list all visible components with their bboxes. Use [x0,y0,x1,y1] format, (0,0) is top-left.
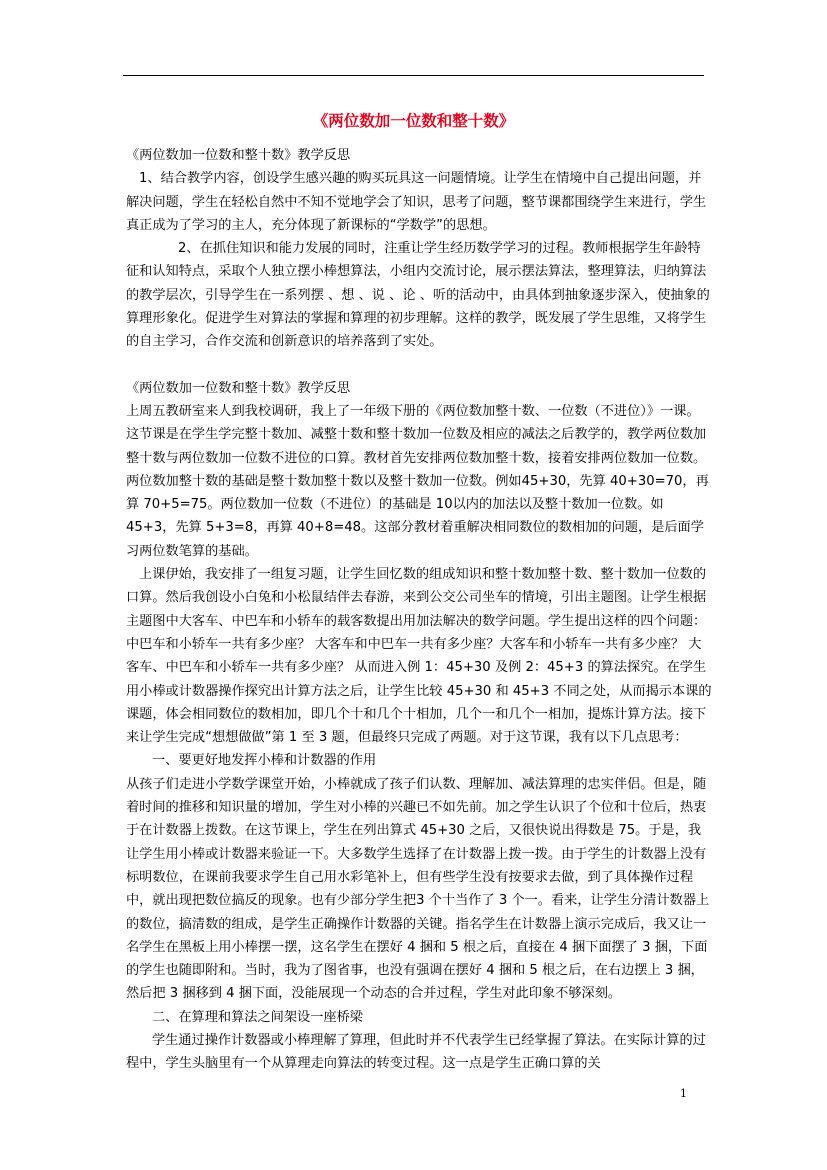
subheading: 一、要更好地发挥小棒和计数器的作用 [152,753,377,769]
subheading: 二、在算理和算法之间架设一座桥梁 [152,1009,363,1025]
section-heading: 《两位数加一位数和整十数》教学反思 [126,148,351,163]
paragraph: 1、结合教学内容，创设学生感兴趣的购买玩具这一问题情境。让学生在情境中自己提出问题，并解决问题，学生在轻松自然中不知不觉地学会了知识，思考了问题，整节课都围绕学生来进行，学生真正成为了学习的主人，充分体现了新课标的“学数学”的思想。 [126,171,707,233]
section-heading: 《两位数加一位数和整十数》教学反思 [126,380,351,396]
paragraph: 2、在抓住知识和能力发展的同时，注重让学生经历数学学习的过程。教师根据学生年龄特征和认知特点，采取个人独立摆小棒想算法，小组内交流讨论，展示摆法算法，整理算法，归纳算法的教学层次，引导学生在一系列摆 、想 、说 、论 、听的活动中，由具体到抽象逐步深入，使抽象的算理形象化。促进学生对算法的掌握和算理的初步理解。这样的教学，既发展了学生思维，又将学生的自主学习，合作交流和创新意识的培养落到了实处。 [126,241,710,350]
header-rule [123,75,704,76]
document-title: 《两位数加一位数和整十数》 [312,112,515,130]
paragraph: 从孩子们走进小学数学课堂开始，小棒就成了孩子们认数、理解加、减法算理的忠实伴侣。但是，随着时间的推移和知识量的增加，学生对小棒的兴趣已不如先前。加之学生认识了个位和十位后，热衷于在计数器上拨数。在这节课上，学生在列出算式 45+30 之后，又很快说出得数是 75。于是，我让学生用小棒或计数器来验证一下。大多数学生选择了在计数器上拨一拨。由于学生的计数器上没有标明数位，在课前我要求学生自己用水彩笔补上，但有些学生没有按要求去做，到了具体操作过程中，就出现把数位搞反的现象。也有少部分学生把3 个十当作了 3 个一。看来，让学生分清计数器上的数位，搞清数的组成，是学生正确操作计数器的关键。指名学生在计数器上演示完成后，我又让一名学生在黑板上用小棒摆一摆，这名学生在摆好 4 捆和 5 根之后，直接在 4 捆下面摆了 3 捆，下面的学生也随即附和。当时，我为了图省事，也没有强调在摆好 4 捆和 5 根之后，在右边摆上 3 捆，然后把 3 捆移到 4 捆下面，没能展现一个动态的合并过程，学生对此印象不够深刻。 [126,776,710,1002]
page-number: 1 [680,1087,687,1100]
paragraph-gap [126,354,712,377]
document-body [126,144,712,1076]
paragraph: 上周五教研室来人到我校调研，我上了一年级下册的《两位数加整十数、一位数（不进位）》一课。这节课是在学生学完整十数加、减整十数和整十数加一位数及相应的减法之后教学的，教学两位数加整十数与两位数加一位数不进位的口算。教材首先安排两位数加整十数，接着安排两位数加一位数。两位数加整十数的基础是整十数加整十数以及整十数加一位数。例如45+30，先算 40+30=70，再算 70+5=75。两位数加一位数（不进位）的基础是 10以内的加法以及整十数加一位数。如 45+3，先算 5+3=8，再算 40+8=48。这部分教材着重解决相同数位的数相加的问题，是后面学习两位数笔算的基础。 [126,403,709,559]
paragraph: 上课伊始，我安排了一组复习题，让学生回忆数的组成知识和整十数加整十数、整十数加一位数的口算。然后我创设小白兔和小松鼠结伴去春游，来到公交公司坐车的情境，引出主题图。让学生根据主题图中大客车、中巴车和小轿车的载客数提出用加法解决的数学问题。学生提出这样的四个问题：中巴车和小轿车一共有多少座？ 大客车和中巴车一共有多少座？大客车和小轿车一共有多少座？ 大客车、中巴车和小轿车一共有多少座？ 从而进入例 1：45+30 及例 2：45+3 的算法探究。在学生用小棒或计数器操作探究出计算方法之后，让学生比较 45+30 和 45+3 不同之处，从而揭示本课的课题，体会相同数位的数相加，即几个十和几个十相加，几个一和几个一相加，提炼计算方法。接下来让学生完成“想想做做”第 1 至 3 题，但最终只完成了两题。对于这节课，我有以下几点思考： [126,567,712,746]
paragraph: 学生通过操作计数器或小棒理解了算理，但此时并不代表学生已经掌握了算法。在实际计算的过程中，学生头脑里有一个从算理走向算法的转变过程。这一点是学生正确口算的关 [126,1032,706,1072]
